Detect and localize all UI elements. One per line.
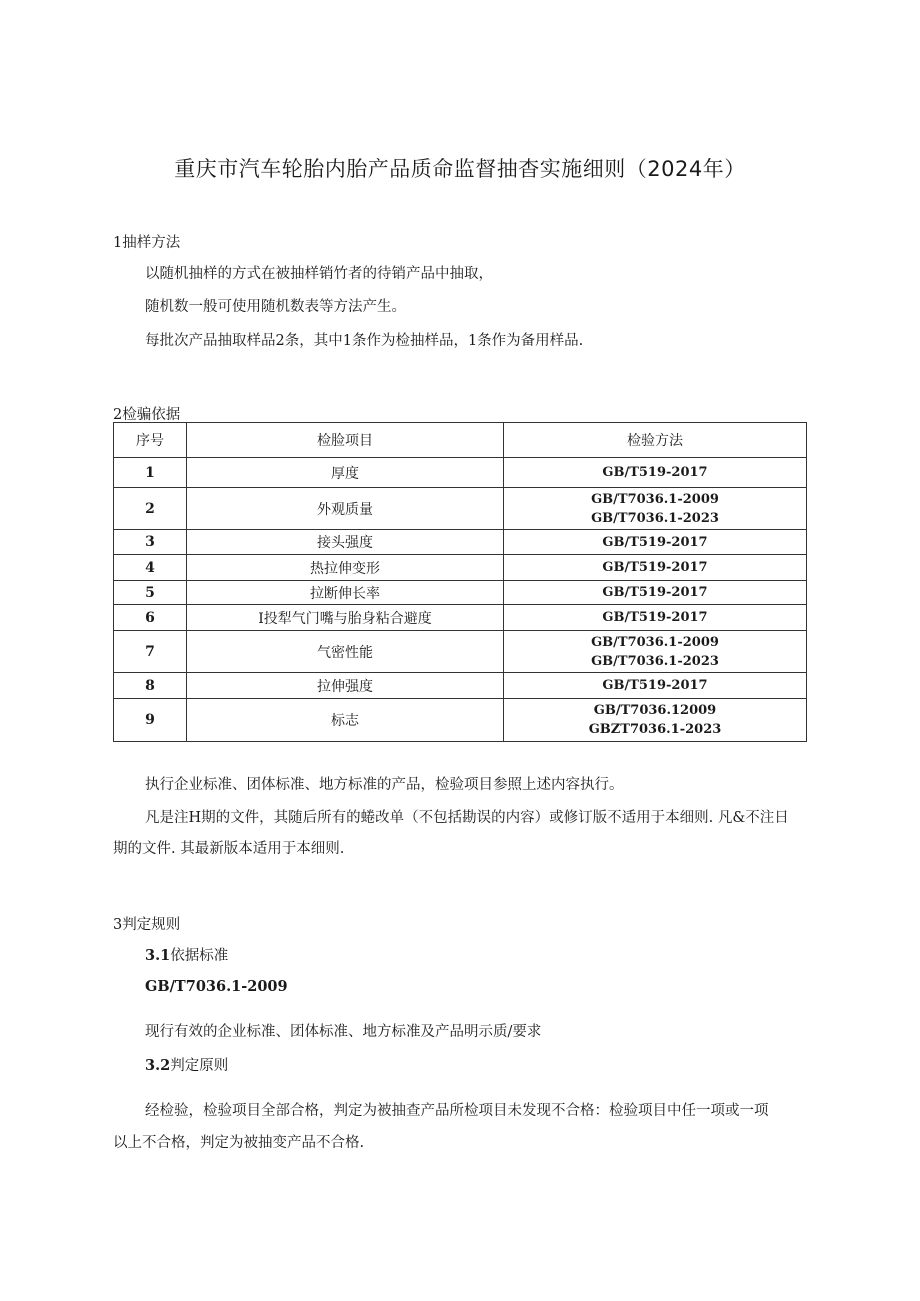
table-row (114, 530, 807, 555)
row-item: I投犁气门嘴与胎身粘合避度 (187, 605, 504, 631)
row-method (504, 458, 807, 488)
standard-description: 现行有效的企业标准、团体标准、地方标准及产品明示质/要求 (145, 1024, 542, 1040)
row-no: 6 (114, 605, 187, 631)
section2-note-1: 执行企业标准、团体标准、地方标准的产品，检验项目参照上述内容执行。 (145, 777, 624, 793)
standard-code: GB/T7036.1-2009 (145, 978, 288, 995)
method-line: GB/T7036.1-2023 (591, 653, 719, 669)
section3-sub1 (145, 944, 228, 965)
method-line: GB/T7036.1-2009 (591, 491, 719, 507)
row-no: 8 (114, 673, 187, 699)
method-line: GB/T519-2017 (602, 678, 708, 693)
row-no: 1 (114, 458, 187, 488)
section2-note-2-line-2: 期的文件. 其最新版本适用于本细则. (113, 841, 345, 857)
row-no: 9 (114, 699, 187, 742)
sub1-text: 依据标准 (170, 948, 229, 964)
table-row (114, 699, 807, 742)
section2-note-2-line-1: 凡是注H期的文件，其随后所有的蜷改单（不包括勘误的内容）或修订版不适用于本细则. 凡&不注日 (145, 810, 789, 826)
sub2-number: 3.2 (145, 1057, 171, 1074)
section2-heading: 2检骗依据 (113, 407, 181, 423)
row-item: 气密性能 (187, 631, 504, 673)
method-line: GB/T7036.1-2009 (591, 634, 719, 650)
row-item: 厚度 (187, 458, 504, 488)
row-method (504, 605, 807, 631)
row-item: 接头强度 (187, 530, 504, 555)
table-row (114, 555, 807, 581)
row-item: 拉伸强度 (187, 673, 504, 699)
row-item: 热拉伸变形 (187, 555, 504, 581)
header-item: 检脸项目 (187, 423, 504, 458)
row-no: 2 (114, 488, 187, 530)
header-no: 序号 (114, 423, 187, 458)
sub1-number: 3.1 (145, 947, 171, 964)
table-row (114, 581, 807, 605)
rule-line-1: 经检验，检验项目全部合格，判定为被抽查产品所检项目未发现不合格：检验项目中任一项或一项 (145, 1103, 769, 1119)
section1-line-1: 以随机抽样的方式在被抽样销竹者的待销产品中抽取， (145, 266, 493, 282)
row-item: 外观质量 (187, 488, 504, 530)
section1-line-2: 随机数一般可使用随机数表等方法产生。 (145, 299, 406, 315)
row-method (504, 699, 807, 742)
row-no: 3 (114, 530, 187, 555)
table-row (114, 488, 807, 530)
inspection-table (113, 422, 807, 742)
table-row (114, 631, 807, 673)
row-method (504, 673, 807, 699)
method-line: GBZT7036.1-2023 (588, 722, 722, 737)
header-method: 检验方法 (504, 423, 807, 458)
method-line: GB/T519-2017 (602, 560, 708, 575)
row-method (504, 530, 807, 555)
method-line: GB/T7036.1-2023 (591, 510, 719, 526)
row-item: 标志 (187, 699, 504, 742)
section3-sub2 (145, 1054, 228, 1075)
sub2-text: 判定原则 (170, 1058, 229, 1074)
table-row (114, 673, 807, 699)
section1-line-3: 每批次产品抽取样品2条，其中1条作为检抽样品，1条作为备用样品. (145, 333, 584, 349)
table-row (114, 605, 807, 631)
row-item: 拉断伸长率 (187, 581, 504, 605)
row-no: 7 (114, 631, 187, 673)
row-method (504, 581, 807, 605)
method-line: GB/T519-2017 (602, 465, 708, 480)
section3-heading: 3判定规则 (113, 917, 181, 933)
row-method (504, 555, 807, 581)
table-row (114, 458, 807, 488)
document-title: 重庆市汽车轮胎内胎产品质命监督抽杳实施细则（2024年） (174, 157, 746, 181)
rule-line-2: 以上不合格，判定为被抽变产品不合格. (113, 1135, 365, 1151)
row-method (504, 488, 807, 530)
method-line: GB/T519-2017 (602, 534, 708, 550)
method-line: GB/T519-2017 (602, 585, 708, 600)
method-line: GB/T519-2017 (602, 610, 708, 625)
method-line: GB/T7036.12009 (593, 703, 717, 718)
row-method (504, 631, 807, 673)
row-no: 4 (114, 555, 187, 581)
table-header-row (114, 423, 807, 458)
section1-heading: 1抽样方法 (113, 235, 181, 251)
row-no: 5 (114, 581, 187, 605)
